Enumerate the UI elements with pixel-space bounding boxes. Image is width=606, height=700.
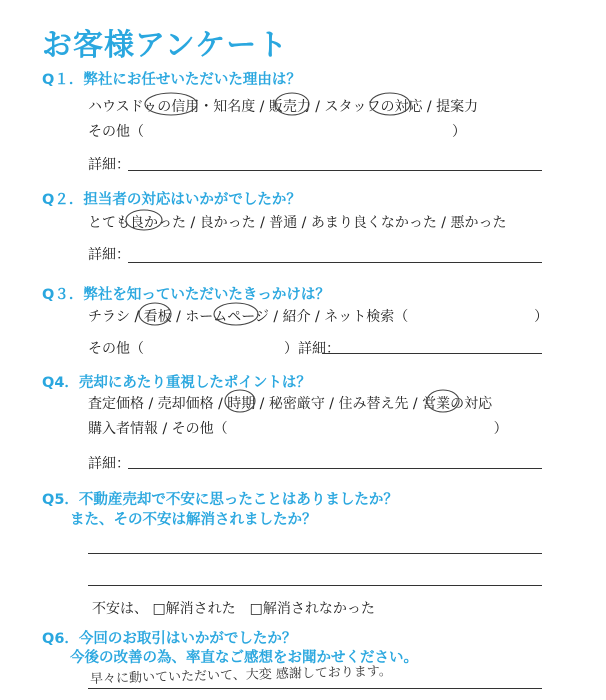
circle-mark-q1-staff	[370, 93, 410, 115]
q1-detail-label: 詳細：	[88, 157, 130, 173]
q2-options: とても良かった / 良かった / 普通 / あまり良くなかった / 悪かった	[88, 215, 507, 231]
q2-question: Q２．担当者の対応はいかがでしたか？	[42, 192, 301, 208]
q5-question-line2: また、その不安は解消されましたか？	[70, 512, 317, 528]
q6-question-line2: 今後の改善の為、率直なご感想をお聞かせください。	[70, 650, 418, 666]
circle-mark-q4-timing	[225, 390, 255, 412]
q4-question: Q4．売却にあたり重視したポイントは？	[42, 375, 311, 391]
q3-other: その他（ ）詳細：	[88, 341, 340, 357]
q4-other: 購入者情報 / その他（ ）	[88, 421, 508, 437]
circle-mark-q3-signboard	[139, 303, 171, 325]
q4-options: 査定価格 / 売却価格 / 時期 / 秘密厳守 / 住み替え先 / 営業の対応	[88, 396, 493, 412]
q4-detail-label: 詳細：	[88, 456, 130, 472]
page-title: お客様アンケート	[42, 28, 289, 63]
q6-question-line1: Q6．今回のお取引はいかがでしたか？	[42, 631, 297, 647]
q6-handwritten-answer: 早々に動いていただいて、大変 感謝しております。	[89, 664, 392, 687]
q3-question: Q３．弊社を知っていただいたきっかけは？	[42, 287, 330, 303]
q3-options: チラシ / 看板 / ホームページ / 紹介 / ネット検索（ ）	[88, 309, 549, 325]
circle-mark-q1-credit	[145, 93, 197, 115]
circle-mark-q1-sales	[275, 93, 309, 115]
circle-mark-q3-homepage	[214, 303, 258, 325]
circle-mark-q2-very-good	[126, 210, 162, 230]
q1-question: Q１．弊社にお任せいただいた理由は？	[42, 72, 301, 88]
q5-anxiety-checkboxes[interactable]: 不安は、 □解消された □解消されなかった	[92, 601, 375, 617]
q1-options: ハウスドゥの信用・知名度 / 販売力 / スタッフの対応 / 提案力	[88, 99, 479, 115]
q5-question-line1: Q5．不動産売却で不安に思ったことはありましたか？	[42, 492, 398, 508]
q2-detail-label: 詳細：	[88, 247, 130, 263]
circle-mark-q4-sales-staff	[427, 390, 459, 412]
q1-other: その他（ ）	[88, 124, 466, 140]
